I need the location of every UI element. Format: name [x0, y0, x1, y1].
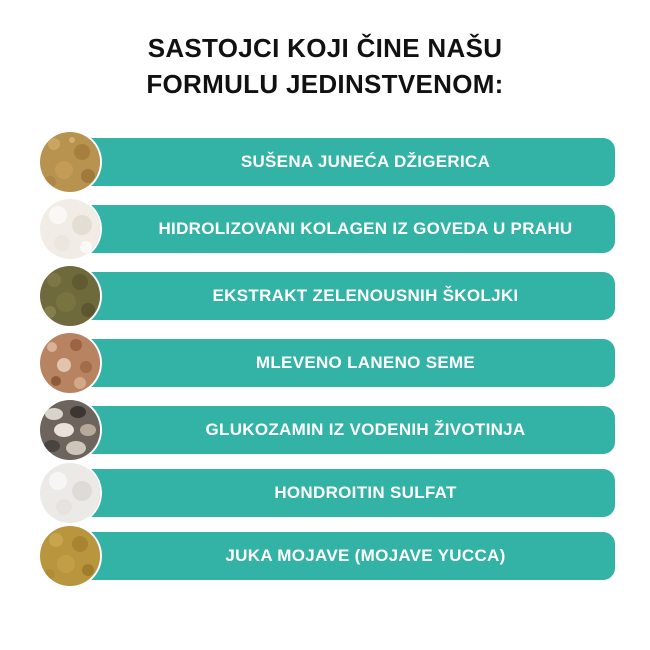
ingredient-item-yucca [40, 532, 615, 580]
beef-liver-powder-image [40, 132, 100, 192]
ingredient-label: HONDROITIN SULFAT [274, 483, 457, 502]
ingredient-item-flaxseed [40, 339, 615, 387]
ingredient-item-glucosamine [40, 406, 615, 454]
ingredient-label: MLEVENO LANENO SEME [255, 353, 476, 372]
collagen-powder-image [40, 199, 100, 259]
title-line-2: FORMULU JEDINSTVENOM: [146, 69, 504, 99]
ingredient-item-mussel [40, 272, 615, 320]
ingredient-label: EKSTRAKT ZELENOUSNIH ŠKOLJKI [212, 286, 519, 305]
title-line-1: SASTOJCI KOJI ČINE NAŠU [147, 33, 503, 63]
ingredient-item-collagen [40, 205, 615, 253]
page-title [0, 30, 650, 102]
ingredient-item-chondroitin [40, 469, 615, 517]
ingredient-label: JUKA MOJAVE (MOJAVE YUCCA) [225, 546, 506, 565]
chondroitin-powder-image [40, 463, 100, 523]
flaxseed-image [40, 333, 100, 393]
ingredient-label: GLUKOZAMIN IZ VODENIH ŽIVOTINJA [205, 420, 526, 439]
mussel-powder-image [40, 266, 100, 326]
yucca-powder-image [40, 526, 100, 586]
shells-image [40, 400, 100, 460]
ingredient-label: HIDROLIZOVANI KOLAGEN IZ GOVEDA U PRAHU [158, 219, 573, 238]
ingredient-item-beef-liver [40, 138, 615, 186]
ingredient-label: SUŠENA JUNEĆA DŽIGERICA [240, 152, 491, 171]
